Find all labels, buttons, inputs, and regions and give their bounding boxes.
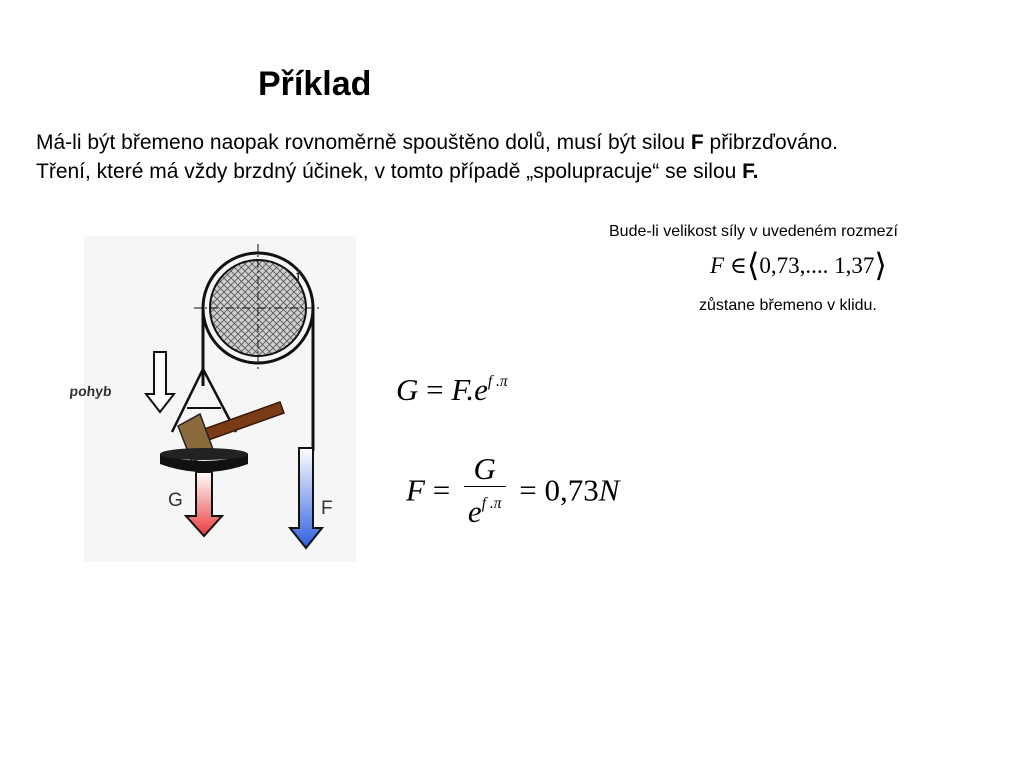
equation-result — [406, 452, 619, 529]
open-bracket: ⟨ — [746, 247, 760, 283]
range-formula — [710, 246, 887, 284]
eq2-equals-1: = — [432, 472, 451, 508]
pulley-figure — [68, 236, 356, 562]
eq1-exponent: f .π — [487, 373, 508, 391]
problem-text — [36, 128, 1021, 186]
force-symbol-2: F. — [742, 160, 759, 183]
range-intro: Bude-li velikost síly v uvedeném rozmezí — [609, 223, 898, 240]
close-bracket: ⟩ — [874, 247, 887, 283]
range-outro: zůstane břemeno v klidu. — [699, 297, 877, 314]
eq2-fraction — [464, 452, 506, 529]
line2-text: Tření, které má vždy brzdný účinek, v tomto případě „spolupracuje“ se silou — [36, 160, 743, 183]
problem-line-2 — [36, 157, 1021, 186]
eq2-den-exponent: f .π — [481, 495, 502, 512]
range-values: 0,73,.... 1,37 — [759, 253, 875, 278]
force-label: F — [321, 498, 333, 519]
eq2-numerator: G — [473, 451, 496, 486]
force-symbol: F — [690, 131, 704, 154]
eq2-result-value: 0,73 — [544, 472, 599, 508]
eq2-unit: N — [598, 472, 620, 508]
equation-euler — [396, 372, 508, 408]
friction-label: f — [296, 267, 301, 286]
slide-title: Příklad — [258, 65, 372, 103]
eq2-equals-2: = — [519, 472, 537, 508]
eq1-equals: = — [426, 372, 444, 407]
eq2-den-base: e — [467, 493, 482, 529]
line1-text: Má-li být břemeno naopak rovnoměrně spouštěno dolů, musí být silou — [36, 131, 691, 154]
element-of-symbol: ∈ — [729, 253, 747, 278]
motion-label: pohyb — [68, 383, 113, 399]
eq2-lhs: F — [406, 472, 425, 508]
problem-line-1 — [36, 128, 1021, 157]
eq1-rhs: F.e — [451, 372, 488, 407]
line1-end: přibrzďováno. — [703, 131, 838, 154]
weight-label: G — [168, 490, 183, 511]
eq1-lhs: G — [396, 372, 419, 407]
range-var: F — [710, 253, 725, 278]
eq2-denominator — [464, 486, 506, 529]
